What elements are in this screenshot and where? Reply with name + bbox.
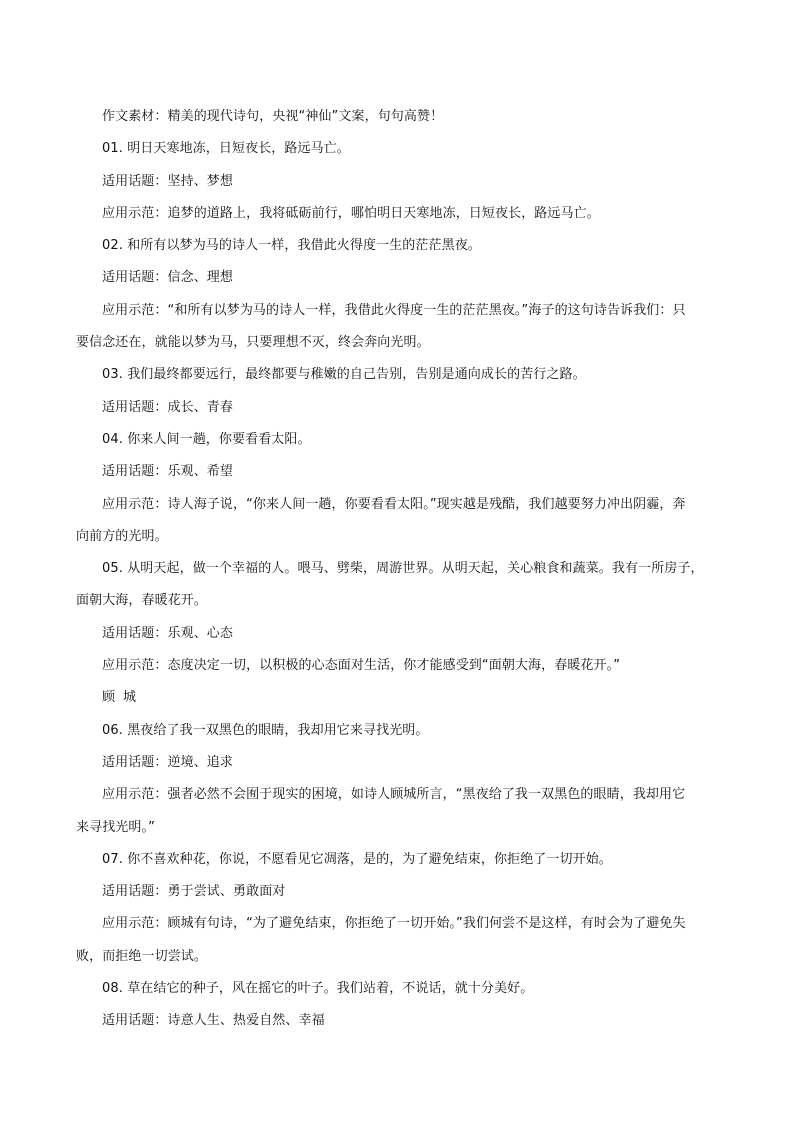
document-title: 作文素材：精美的现代诗句，央视“神仙”文案，句句高赞！ xyxy=(102,109,444,124)
quote-06: 06. 黑夜给了我一双黑色的眼睛，我却用它来寻找光明。 xyxy=(102,722,429,738)
example-07: 应用示范：顾城有句诗，“为了避免结束，你拒绝了一切开始。”我们何尝不是这样，有时会为了避免失 xyxy=(102,916,686,932)
quote-01: 01. 明日天寒地冻，日短夜长，路远马亡。 xyxy=(102,141,350,157)
example-06: 应用示范：强者必然不会囿于现实的困境，如诗人顾城所言，“黑夜给了我一双黑色的眼睛，我却用它 xyxy=(102,787,686,803)
quote-08: 08. 草在结它的种子，风在摇它的叶子。我们站着，不说话，就十分美好。 xyxy=(102,981,534,997)
example-01: 应用示范：追梦的道路上，我将砥砺前行，哪怕明日天寒地冻，日短夜长，路远马亡。 xyxy=(102,205,600,221)
topic-03: 适用话题：成长、青春 xyxy=(102,399,234,415)
quote-04: 04. 你来人间一趟，你要看看太阳。 xyxy=(102,431,311,447)
topic-06: 适用话题：逆境、追求 xyxy=(102,754,234,770)
topic-02: 适用话题：信念、理想 xyxy=(102,270,234,286)
example-02-continuation: 要信念还在，就能以梦为马，只要理想不灭，终会奔向光明。 xyxy=(76,335,430,351)
example-02: 应用示范：“和所有以梦为马的诗人一样，我借此火得度一生的茫茫黑夜。”海子的这句诗告诉我们：只 xyxy=(102,302,686,318)
author-heading: 顾城 xyxy=(102,690,145,706)
topic-05: 适用话题：乐观、心态 xyxy=(102,625,234,641)
quote-07: 07. 你不喜欢种花，你说，不愿看见它凋落，是的，为了避免结束，你拒绝了一切开始。 xyxy=(102,851,612,867)
quote-05-continuation: 面朝大海，春暖花开。 xyxy=(76,593,208,609)
example-04-continuation: 向前方的光明。 xyxy=(76,528,168,544)
example-04: 应用示范：诗人海子说，“你来人间一趟，你要看看太阳。”现实越是残酷，我们越要努力冲出阴霾，奔 xyxy=(102,496,686,512)
example-05: 应用示范：态度决定一切，以积极的心态面对生活，你才能感受到“面朝大海，春暖花开。” xyxy=(102,658,621,674)
quote-05: 05. 从明天起，做一个幸福的人。喂马、劈柴，周游世界。从明天起，关心粮食和蔬菜。我有一所房子， xyxy=(102,561,704,577)
example-07-continuation: 败，而拒绝一切尝试。 xyxy=(76,948,208,964)
topic-07: 适用话题：勇于尝试、勇敢面对 xyxy=(102,884,286,900)
example-06-continuation: 来寻找光明。” xyxy=(76,819,155,835)
document-body xyxy=(76,101,724,1038)
topic-01: 适用话题：坚持、梦想 xyxy=(102,173,234,189)
quote-02: 02. 和所有以梦为马的诗人一样，我借此火得度一生的茫茫黑夜。 xyxy=(102,238,481,254)
topic-04: 适用话题：乐观、希望 xyxy=(102,464,234,480)
quote-03: 03. 我们最终都要远行，最终都要与稚嫩的自己告别，告别是通向成长的苦行之路。 xyxy=(102,367,586,383)
topic-08: 适用话题：诗意人生、热爱自然、幸福 xyxy=(102,1013,325,1029)
